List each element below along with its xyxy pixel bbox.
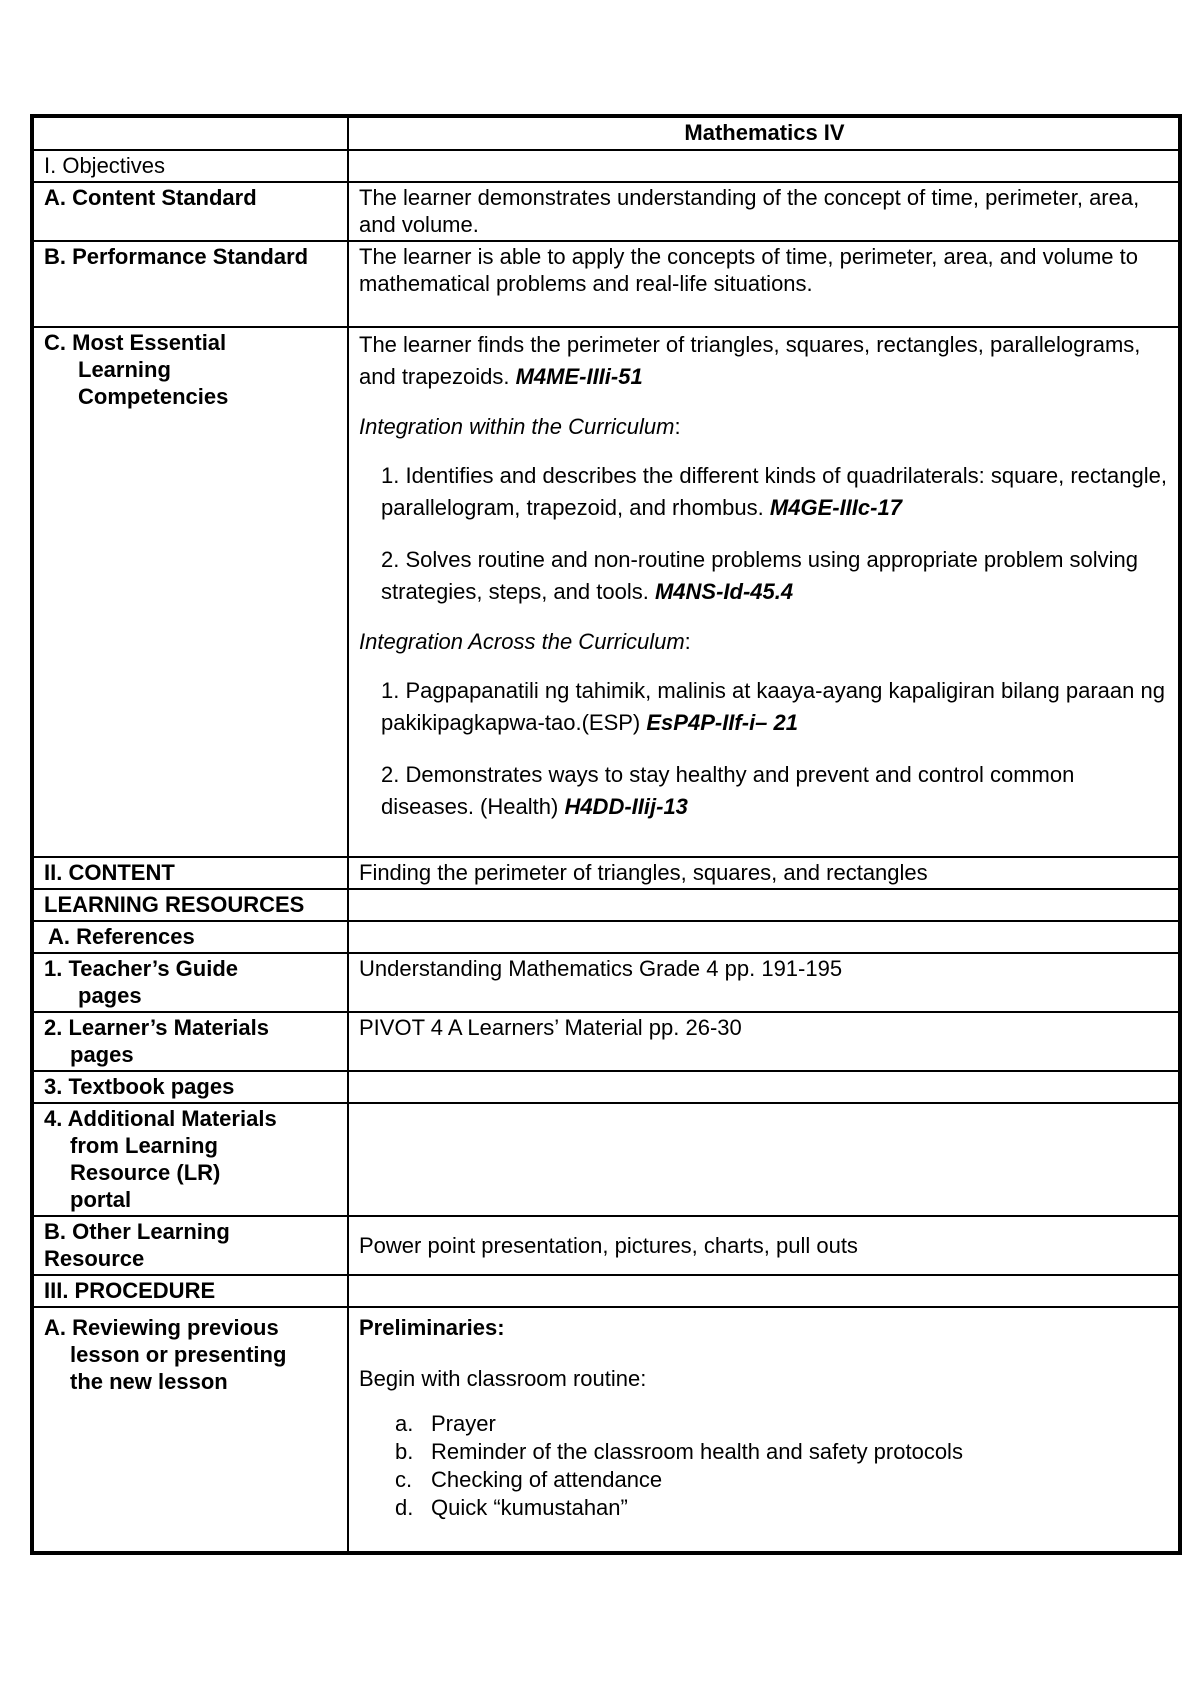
list-item [395, 1410, 1170, 1438]
textbook-row [32, 1071, 1180, 1103]
across-item-text: 2. Demonstrates ways to stay healthy and prevent and control common diseases. (Health) [381, 762, 1075, 819]
within-item-text: 2. Solves routine and non-routine problems using appropriate problem solving strategies, steps, and tools. [381, 547, 1139, 604]
other-resource-text: Power point presentation, pictures, charts, pull outs [348, 1216, 1180, 1275]
melc-main-text: The learner finds the perimeter of triangles, squares, rectangles, parallelograms, and trapezoids. [359, 332, 1141, 389]
subject-title: Mathematics IV [348, 116, 1180, 150]
reviewing-label-line2: lesson or presenting [70, 1342, 287, 1367]
across-item [359, 759, 1170, 823]
within-item-text: 1. Identifies and describes the different kinds of quadrilaterals: square, rectangle, parallelogram, trapezoid, and rhombus. [381, 463, 1167, 520]
content-standard-label: A. Content Standard [32, 182, 348, 241]
list-item [395, 1438, 1170, 1466]
across-item-code: EsP4P-IIf-i– 21 [646, 710, 799, 735]
list-item-letter: c. [395, 1467, 413, 1492]
objectives-heading: I. Objectives [32, 150, 348, 182]
content-row [32, 857, 1180, 889]
melc-label-line1: C. Most Essential [44, 330, 227, 355]
content-label: II. CONTENT [32, 857, 348, 889]
procedure-heading: III. PROCEDURE [32, 1275, 348, 1307]
other-resource-label-line2: Resource [44, 1246, 145, 1271]
references-label: A. References [32, 921, 348, 953]
learners-materials-label-line1: 2. Learner’s Materials [44, 1015, 270, 1040]
list-item-text: Prayer [431, 1411, 496, 1436]
list-item-text: Quick “kumustahan” [431, 1495, 628, 1520]
procedure-blank-cell [348, 1275, 1180, 1307]
references-blank-cell [348, 921, 1180, 953]
prelim-heading: Preliminaries: [359, 1315, 505, 1340]
textbook-label: 3. Textbook pages [32, 1071, 348, 1103]
reviewing-content [348, 1307, 1180, 1553]
routine-list [359, 1410, 1170, 1522]
list-item [395, 1466, 1170, 1494]
within-heading: Integration within the Curriculum [359, 414, 675, 439]
across-item [359, 675, 1170, 739]
performance-standard-label: B. Performance Standard [32, 241, 348, 327]
teachers-guide-row [32, 953, 1180, 1012]
content-standard-row [32, 182, 1180, 241]
within-heading-line: Integration within the Curriculum: [359, 414, 681, 439]
melc-content [348, 327, 1180, 857]
other-resource-row [32, 1216, 1180, 1275]
routine-intro: Begin with classroom routine: [359, 1366, 647, 1391]
procedure-row [32, 1275, 1180, 1307]
melc-main [359, 329, 1170, 393]
learners-materials-row [32, 1012, 1180, 1071]
across-item-text: 1. Pagpapanatili ng tahimik, malinis at kaaya-ayang kapaligiran bilang paraan ng pakikipagkapwa-tao.(ESP) [381, 678, 1165, 735]
other-resource-label-line1: B. Other Learning [44, 1219, 230, 1244]
within-item [359, 460, 1170, 524]
within-item-code: M4NS-Id-45.4 [654, 579, 794, 604]
across-heading-line: Integration Across the Curriculum: [359, 629, 691, 654]
content-text: Finding the perimeter of triangles, squares, and rectangles [348, 857, 1180, 889]
header-row [32, 116, 1180, 150]
reviewing-label-line3: the new lesson [70, 1369, 228, 1394]
additional-materials-blank-cell [348, 1103, 1180, 1216]
list-item-letter: a. [395, 1411, 414, 1436]
within-item [359, 544, 1170, 608]
additional-materials-label-line4: portal [70, 1187, 132, 1212]
melc-label-line3: Competencies [78, 384, 229, 409]
teachers-guide-label-line1: 1. Teacher’s Guide [44, 956, 239, 981]
across-heading: Integration Across the Curriculum [359, 629, 685, 654]
teachers-guide-text: Understanding Mathematics Grade 4 pp. 191-195 [348, 953, 1180, 1012]
content-standard-text: The learner demonstrates understanding of the concept of time, perimeter, area, and volume. [348, 182, 1180, 241]
performance-standard-row [32, 241, 1180, 327]
melc-label [32, 327, 348, 857]
other-resource-label [32, 1216, 348, 1275]
learning-resources-heading: LEARNING RESOURCES [32, 889, 348, 921]
melc-main-code: M4ME-IIIi-51 [515, 364, 643, 389]
list-item-letter: d. [395, 1495, 414, 1520]
melc-row [32, 327, 1180, 857]
teachers-guide-label [32, 953, 348, 1012]
list-item-text: Checking of attendance [431, 1467, 663, 1492]
lesson-plan-page [30, 114, 1178, 1555]
across-item-code: H4DD-IIij-13 [564, 794, 688, 819]
reviewing-label [32, 1307, 348, 1553]
learners-materials-text: PIVOT 4 A Learners’ Material pp. 26-30 [348, 1012, 1180, 1071]
learning-resources-row [32, 889, 1180, 921]
references-row [32, 921, 1180, 953]
reviewing-row [32, 1307, 1180, 1553]
learners-materials-label-line2: pages [70, 1042, 134, 1067]
teachers-guide-label-line2: pages [78, 983, 142, 1008]
objectives-blank-cell [348, 150, 1180, 182]
performance-standard-text: The learner is able to apply the concepts of time, perimeter, area, and volume to mathematical problems and real-life situations. [348, 241, 1180, 327]
lesson-plan-table [30, 114, 1182, 1555]
reviewing-label-line1: A. Reviewing previous [44, 1315, 279, 1340]
list-item [395, 1494, 1170, 1522]
additional-materials-label [32, 1103, 348, 1216]
additional-materials-label-line3: Resource (LR) [70, 1160, 221, 1185]
header-blank-cell [32, 116, 348, 150]
melc-label-line2: Learning [78, 357, 171, 382]
learners-materials-label [32, 1012, 348, 1071]
learning-resources-blank-cell [348, 889, 1180, 921]
additional-materials-label-line1: 4. Additional Materials [44, 1106, 277, 1131]
objectives-row [32, 150, 1180, 182]
additional-materials-row [32, 1103, 1180, 1216]
list-item-letter: b. [395, 1439, 414, 1464]
list-item-text: Reminder of the classroom health and safety protocols [431, 1439, 963, 1464]
textbook-blank-cell [348, 1071, 1180, 1103]
within-item-code: M4GE-IIIc-17 [769, 495, 902, 520]
additional-materials-label-line2: from Learning [70, 1133, 218, 1158]
